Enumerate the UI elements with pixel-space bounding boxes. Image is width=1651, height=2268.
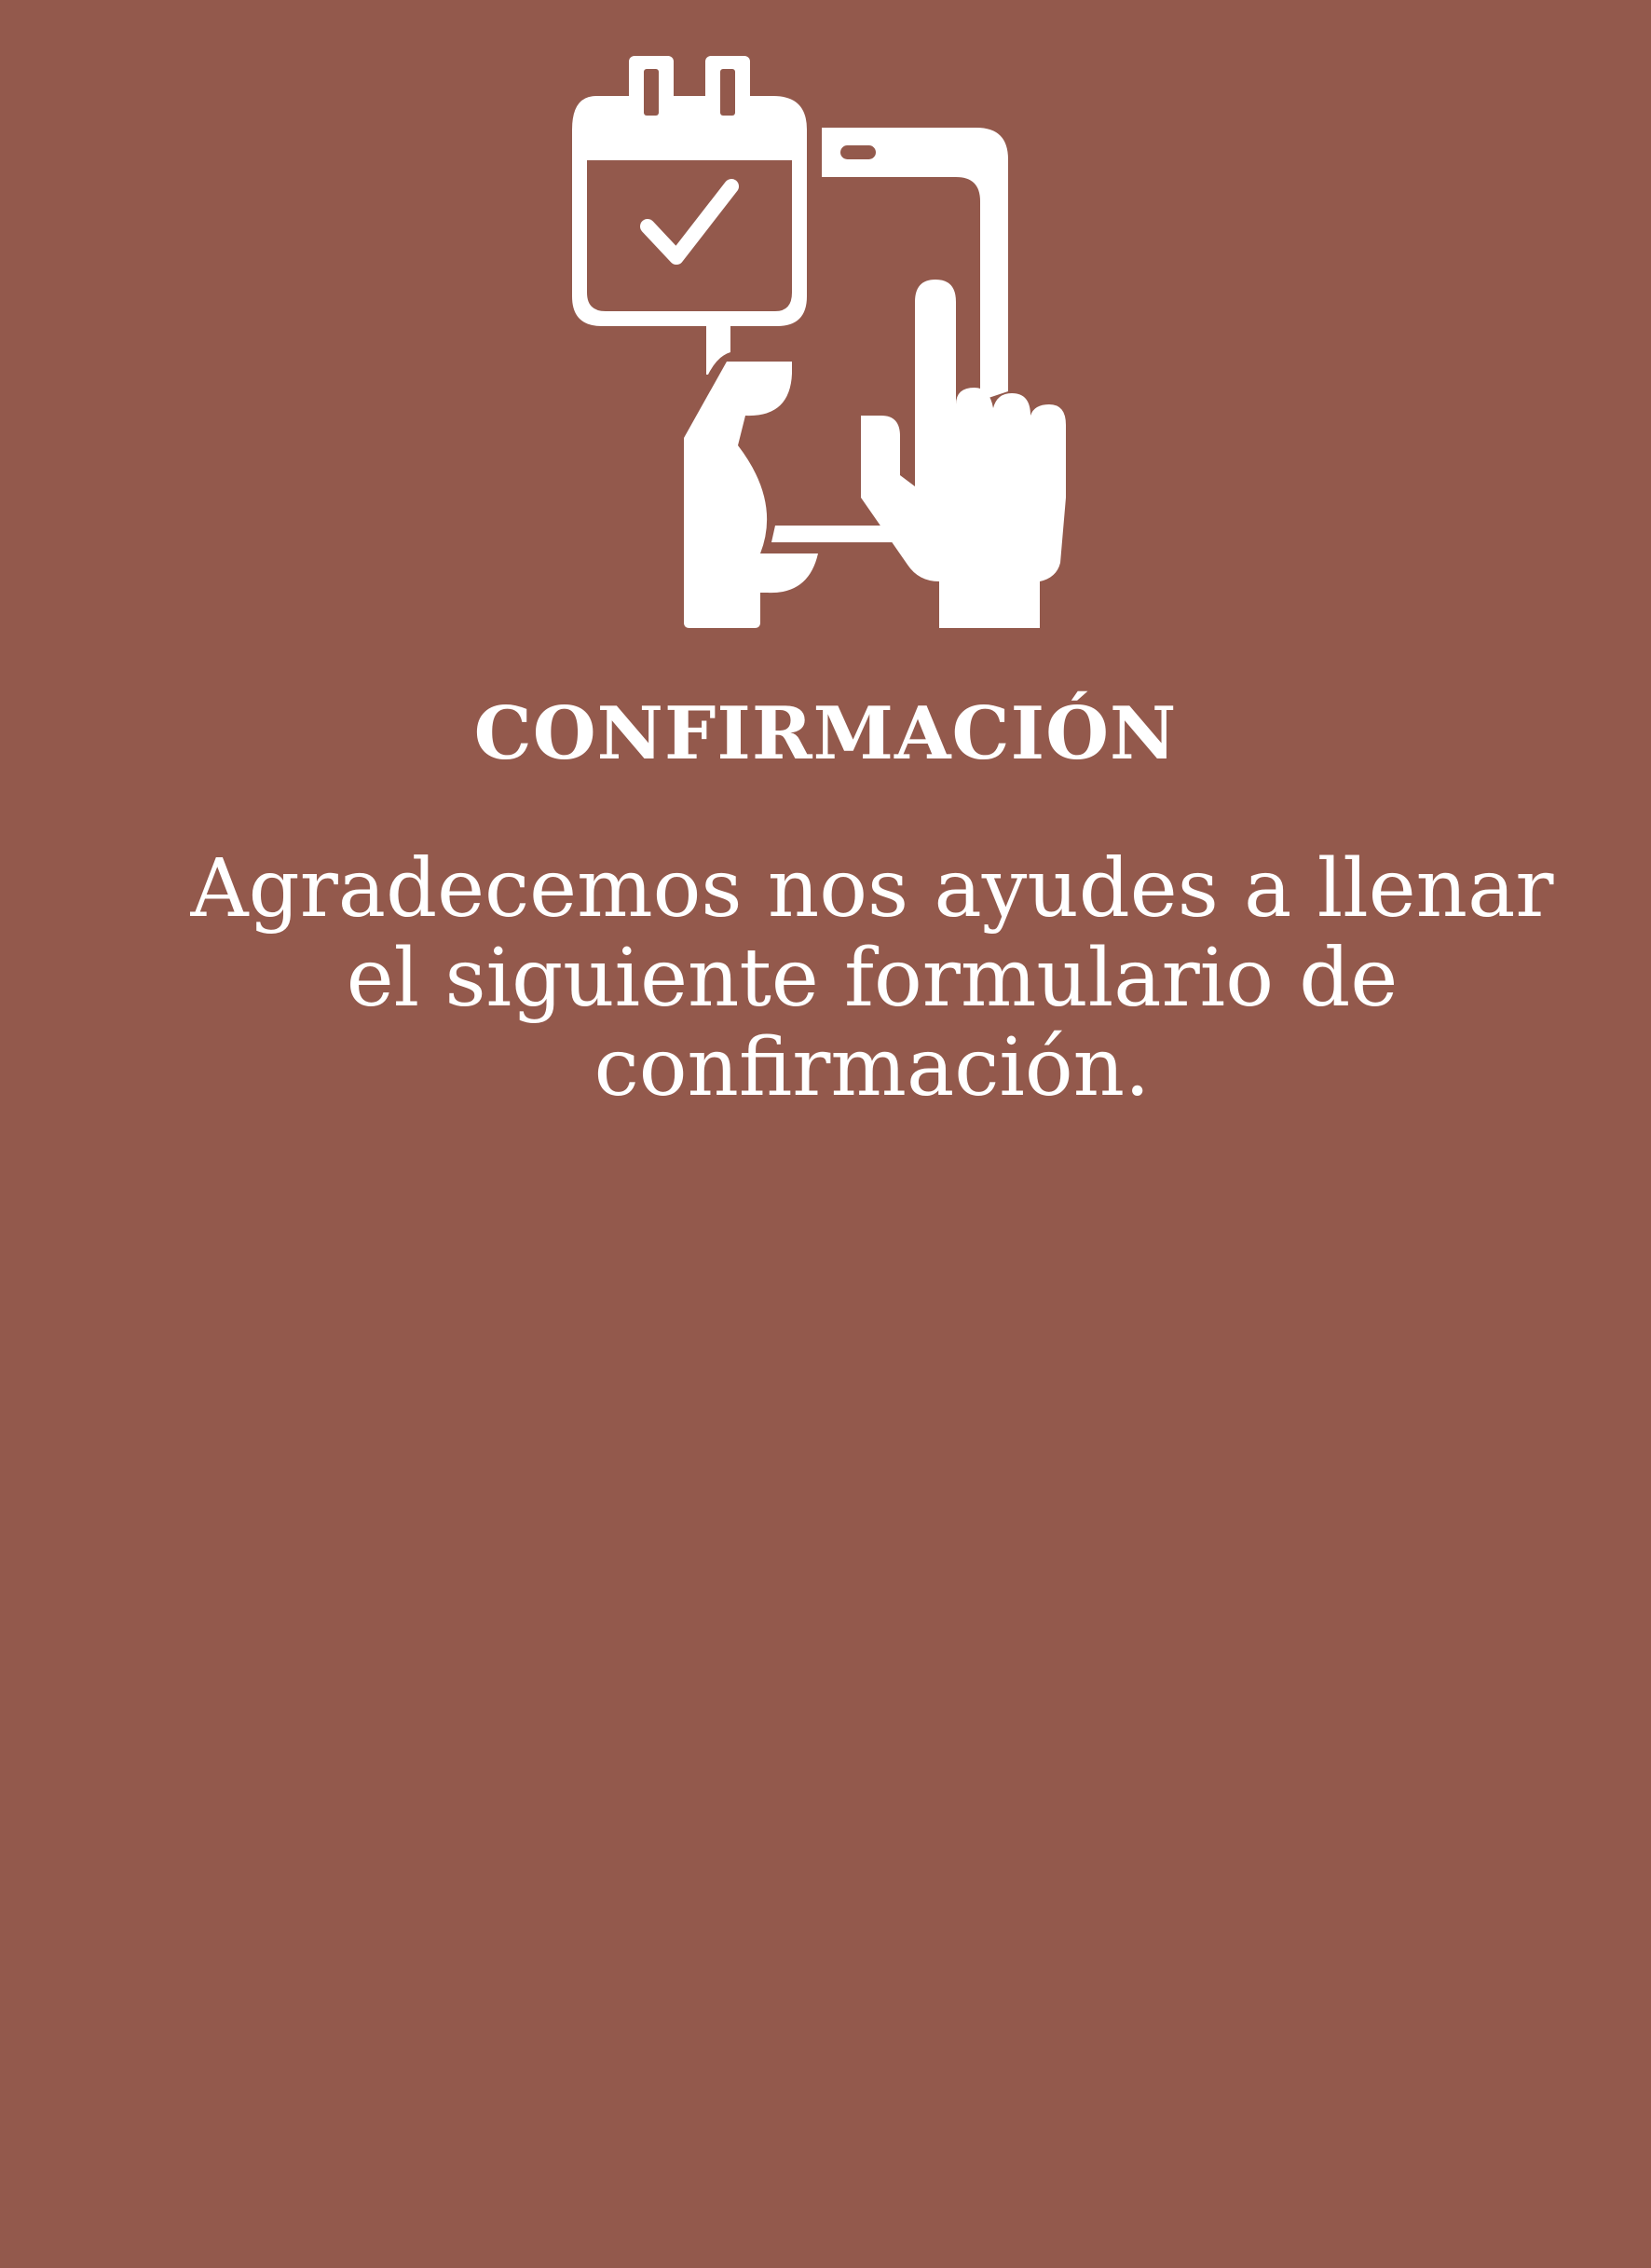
- checkmark-icon: [648, 186, 731, 257]
- calendar-icon: [572, 96, 807, 326]
- calendar-phone-tap-icon: [568, 54, 1090, 632]
- hand-holding-phone-icon: [684, 362, 818, 628]
- intro-message: Agradecemos nos ayudes a llenar el siguiente formulario de confirmación.: [190, 842, 1554, 1114]
- page-title: CONFIRMACIÓN: [473, 691, 1178, 776]
- pointing-hand-icon: [861, 280, 1066, 628]
